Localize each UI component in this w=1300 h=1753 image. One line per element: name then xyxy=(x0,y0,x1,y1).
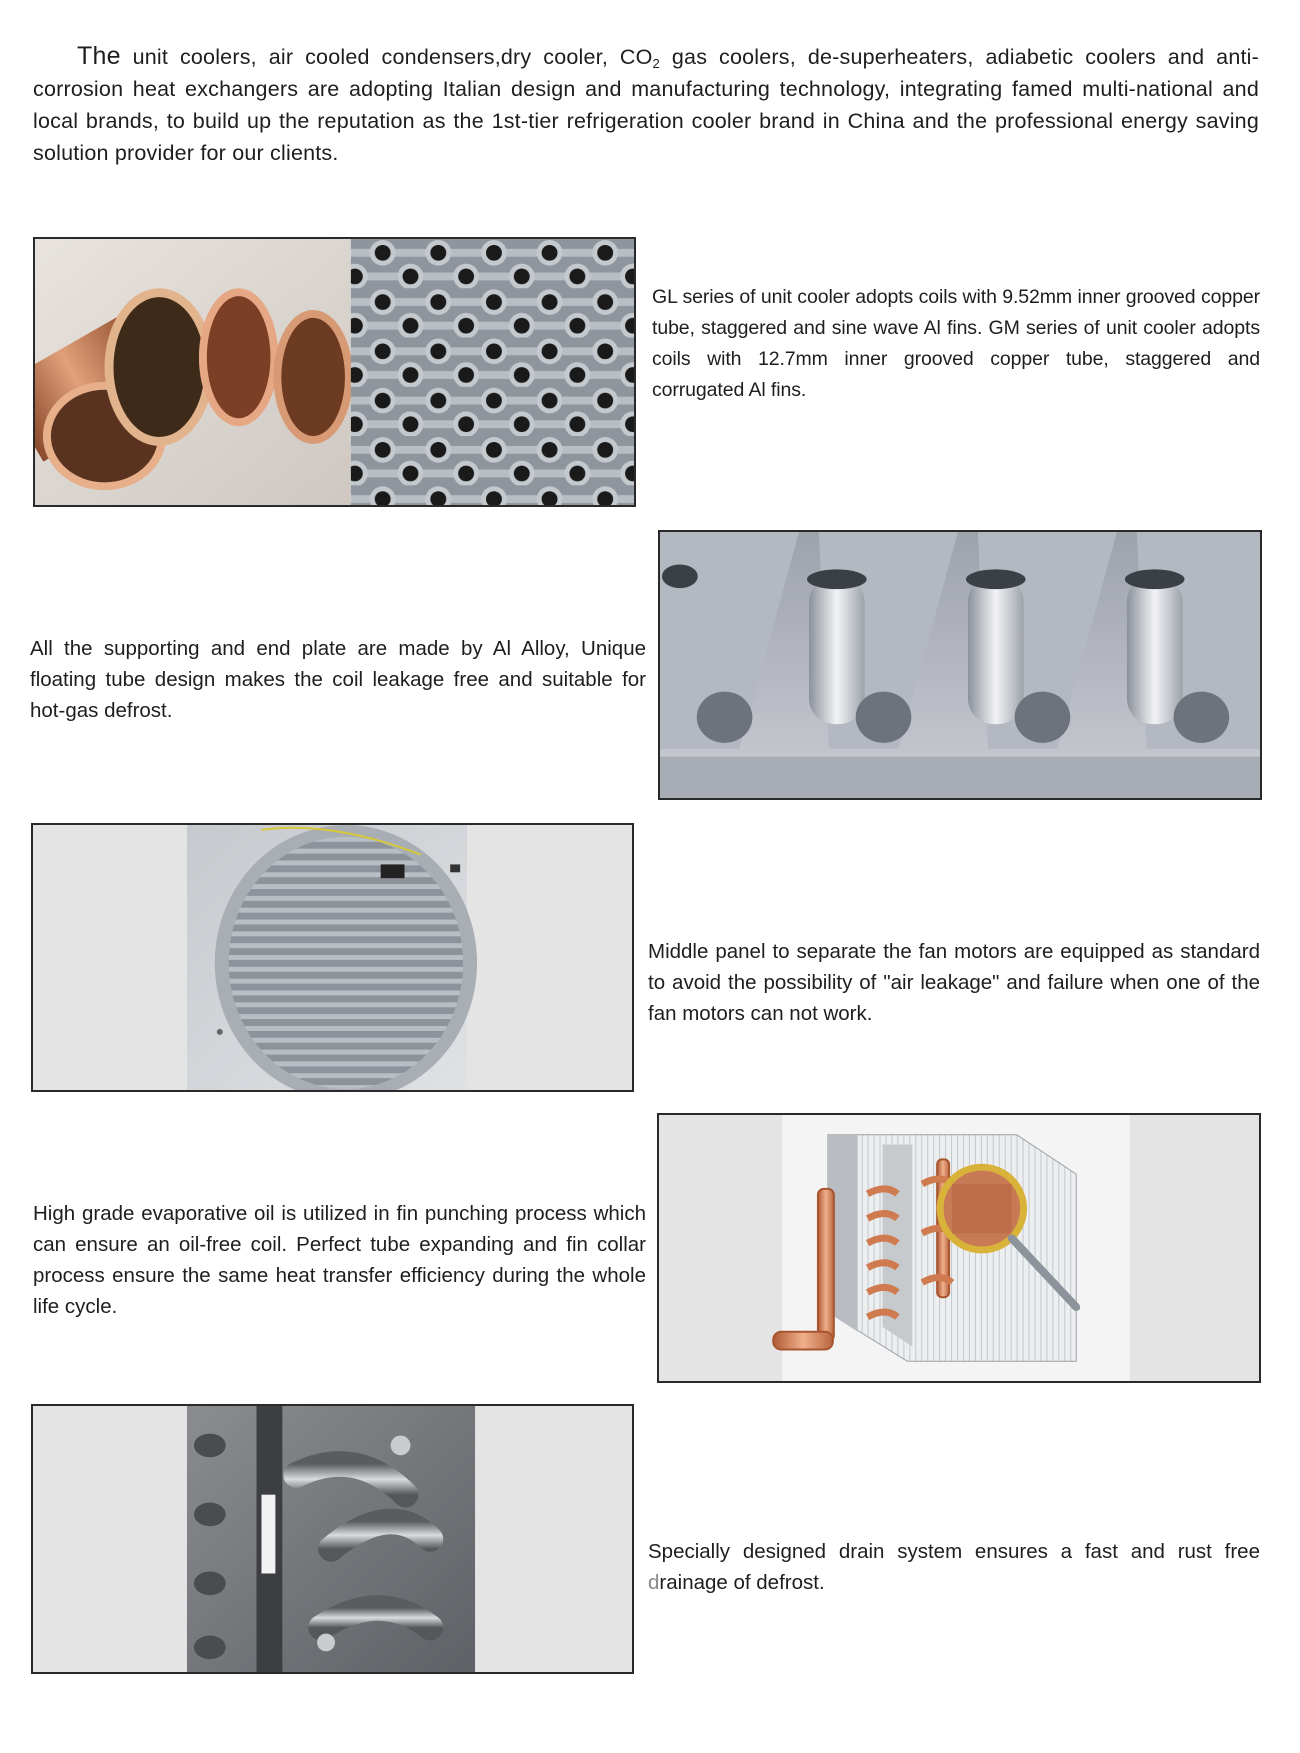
fan-ring-panel-photo xyxy=(31,823,634,1092)
feature-text-tube-and-fins: GL series of unit cooler adopts coils with 9.52mm inner grooved copper tube, staggered and sine wave Al fins. GM series of unit cooler adopts coils with 12.7mm inner grooved copper tube, staggered and corrugated Al fins. xyxy=(652,286,1260,401)
intro-text-part1: unit coolers, air cooled condensers,dry cooler, CO xyxy=(120,45,653,69)
intro-text-part2: gas coolers, de-superheaters, adiabetic coolers and anti-corrosion heat exchangers are adopting Italian design and manufacturing technology, integrating famed multi-national and local brands, to build up the reputation as the 1st-tier refrigeration cooler brand in China and the professional energy saving solution provider for our clients. xyxy=(33,45,1259,165)
floating-tube-plate-photo xyxy=(658,530,1262,800)
intro-paragraph xyxy=(33,40,1259,169)
copper-tubes-and-fins-image xyxy=(35,239,634,505)
feature-text-middle-panel: Middle panel to separate the fan motors are equipped as standard to avoid the possibility of "air leakage" and failure when one of the fan motors can not work. xyxy=(648,940,1260,1025)
drain-text-part1: Specially designed drain system ensures a fast and rust free xyxy=(648,1540,1260,1563)
intro-lead-word: The xyxy=(77,42,121,70)
coil-cutaway-illustration xyxy=(657,1113,1261,1383)
coil-cutaway-image xyxy=(659,1115,1259,1381)
co2-subscript: 2 xyxy=(652,56,660,71)
fan-ring-panel-image xyxy=(33,825,632,1090)
drain-text-part2: rainage of defrost. xyxy=(659,1571,825,1594)
feature-text-end-plate: All the supporting and end plate are made by Al Alloy, Unique floating tube design makes the coil leakage free and suitable for hot-gas defrost. xyxy=(30,637,646,722)
floating-tube-plate-image xyxy=(660,532,1260,798)
feature-text-evaporative-oil: High grade evaporative oil is utilized in fin punching process which can ensure an oil-free coil. Perfect tube expanding and fin collar process ensure the same heat transfer efficiency during the whole life cycle. xyxy=(33,1202,646,1318)
feature-text-drain-system xyxy=(648,1536,1260,1598)
drain-text-first-letter: d xyxy=(648,1571,660,1594)
copper-tubes-and-fins-photo xyxy=(33,237,636,507)
drain-system-photo xyxy=(31,1404,634,1674)
drain-system-image xyxy=(33,1406,632,1672)
